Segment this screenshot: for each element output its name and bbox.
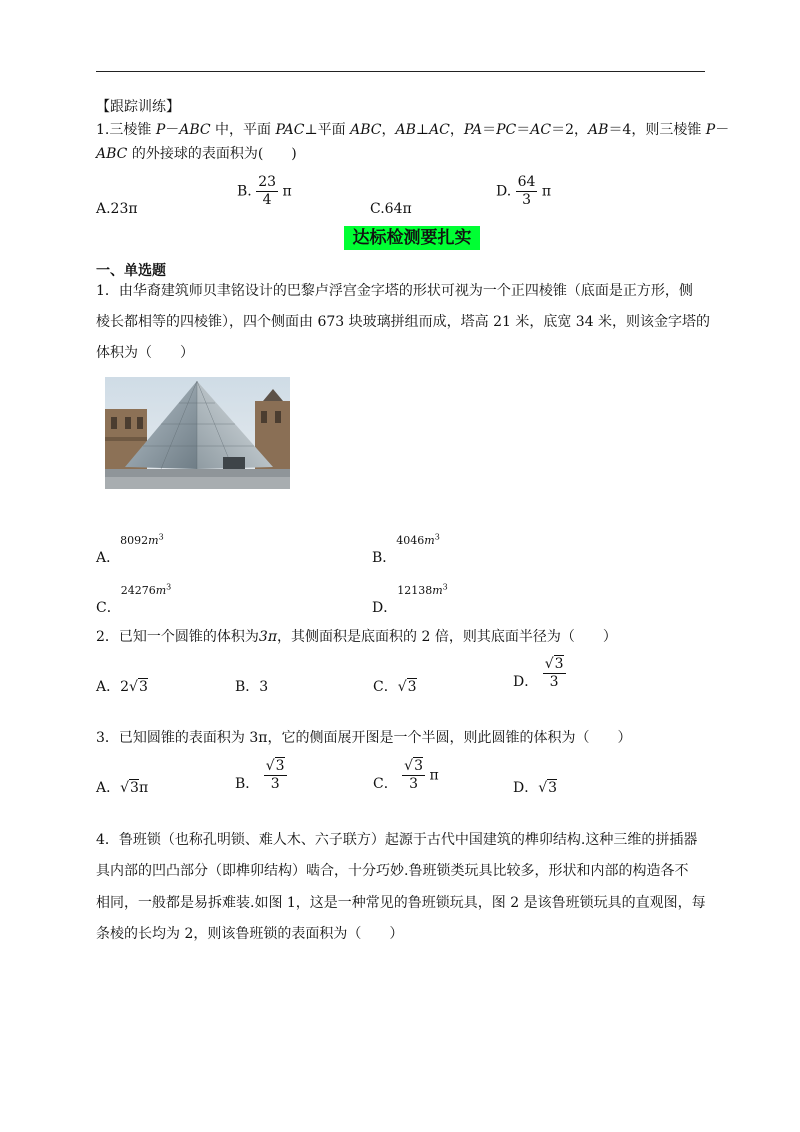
follow-q1-option-c: C.64π [370, 201, 412, 217]
q2-option-a: A．2√3 [96, 679, 148, 695]
follow-q1-line2: ABC 的外接球的表面积为( ) [96, 146, 297, 162]
follow-q1-option-d: D. $\frac{64}{3}$ π [496, 174, 552, 208]
header-rule [96, 71, 705, 72]
follow-q1-option-b: B. $\frac{23}{4}$ π [237, 174, 292, 208]
q1-line1: 1．由华裔建筑师贝聿铭设计的巴黎卢浮宫金字塔的形状可视为一个正四棱锥（底面是正方形，侧 [96, 283, 693, 299]
part-title: 一、单选题 [96, 263, 166, 279]
q2-option-d: D． $\frac{√3}{3}$ [513, 656, 564, 690]
q4-line3: 相同，一般都是易拆难装.如图 1，这是一种常见的鲁班锁玩具，图 2 是该鲁班锁玩具的直观图，每 [96, 895, 706, 911]
section-title: 达标检测要扎实 [344, 226, 480, 250]
q1-option-c: C．$^{24276m^3}$ [96, 582, 172, 616]
q3-option-a: A．√3π [96, 780, 149, 796]
follow-q1-option-a: A.23π [96, 201, 138, 217]
q1-option-d: D．$^{12138m^3}$ [372, 582, 448, 616]
q2-stem: 2．已知一个圆锥的体积为3π，其侧面积是底面积的 2 倍，则其底面半径为（ ） [96, 629, 617, 645]
q4-line1: 4．鲁班锁（也称孔明锁、难人木、六子联方）起源于古代中国建筑的榫卯结构.这种三维的拼插器 [96, 832, 698, 848]
q3-option-d: D．√3 [513, 780, 558, 796]
q1-option-b: B．$^{4046m^3}$ [372, 532, 440, 566]
q3-option-b: B． $\frac{√3}{3}$ [235, 758, 285, 792]
q2-option-b: B．3 [235, 679, 269, 695]
q4-line2: 具内部的凹凸部分（即榫卯结构）啮合，十分巧妙.鲁班锁类玩具比较多，形状和内部的构造各不 [96, 863, 689, 879]
q3-stem: 3．已知圆锥的表面积为 3π，它的侧面展开图是一个半圆，则此圆锥的体积为（ ） [96, 730, 632, 746]
follow-training-title: 【跟踪训练】 [96, 99, 180, 115]
louvre-pyramid-photo [105, 377, 290, 489]
q3-option-c: C． $\frac{√3}{3}$ π [373, 758, 439, 792]
q4-line4: 条棱的长均为 2，则该鲁班锁的表面积为（ ） [96, 926, 404, 942]
q1-line3: 体积为（ ） [96, 345, 194, 361]
q1-option-a: A．$^{8092m^3}$ [96, 532, 164, 566]
q1-line2: 棱长都相等的四棱锥），四个侧面由 673 块玻璃拼组而成，塔高 21 米，底宽 34 米，则该金字塔的 [96, 314, 711, 330]
follow-q1-line1: 1.三棱锥 P－ABC 中，平面 PAC⊥平面 ABC，AB⊥AC，PA＝PC＝AC＝2，AB＝4，则三棱锥 P－ [96, 122, 730, 138]
q2-option-c: C．√3 [373, 679, 417, 695]
